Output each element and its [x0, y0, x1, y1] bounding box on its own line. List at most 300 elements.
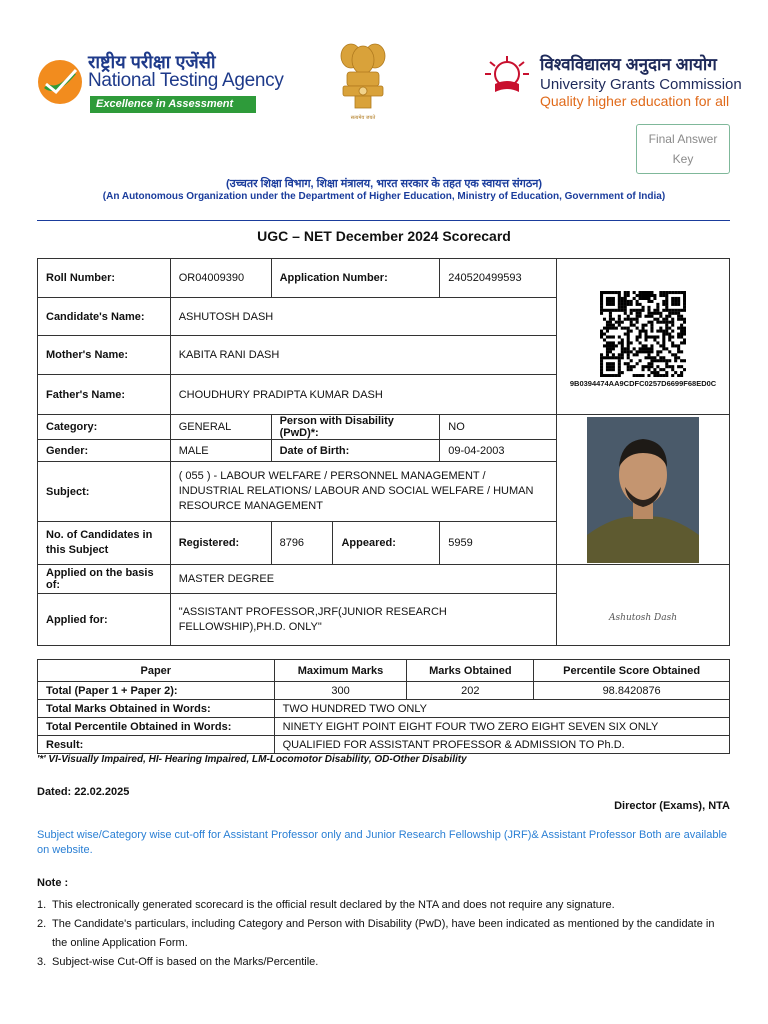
- qr-module: [659, 321, 662, 324]
- qr-module: [645, 338, 648, 341]
- qr-module: [668, 291, 671, 294]
- qr-module: [603, 309, 606, 312]
- qr-module: [656, 312, 659, 315]
- qr-module: [621, 338, 624, 341]
- qr-module: [627, 291, 630, 294]
- qr-module: [612, 365, 615, 368]
- qr-module: [656, 374, 659, 377]
- qr-module: [609, 300, 612, 303]
- org-english-subtitle: (An Autonomous Organization under the Department of Higher Education, Ministry of Education, Government of India): [102, 191, 666, 202]
- cutoff-info-link[interactable]: Subject wise/Category wise cut-off for Assistant Professor only and Junior Research Fellowship (JRF)& Assistant Professor Both are available on website.: [37, 829, 728, 856]
- pwd-legend-note: '*' VI-Visually Impaired, HI- Hearing Impaired, LM-Locomotor Disability, OD-Other Disability: [37, 754, 467, 765]
- qr-module: [639, 374, 642, 377]
- qr-module: [683, 327, 686, 330]
- page-title: UGC – NET December 2024 Scorecard: [257, 228, 511, 244]
- qr-module: [647, 350, 650, 353]
- father-name-value: CHOUDHURY PRADIPTA KUMAR DASH: [170, 375, 556, 415]
- qr-module: [612, 324, 615, 327]
- qr-module: [668, 321, 671, 324]
- qr-module: [618, 318, 621, 321]
- qr-module: [680, 309, 683, 312]
- qr-module: [656, 350, 659, 353]
- qr-module: [621, 321, 624, 324]
- qr-module: [662, 291, 665, 294]
- gender-value: MALE: [170, 440, 271, 462]
- qr-module: [677, 315, 680, 318]
- qr-module: [609, 344, 612, 347]
- qr-module: [636, 315, 639, 318]
- qr-module: [662, 368, 665, 371]
- qr-module: [636, 321, 639, 324]
- candidate-photo: [587, 417, 699, 563]
- qr-module: [606, 321, 609, 324]
- qr-module: [671, 312, 674, 315]
- qr-module: [668, 335, 671, 338]
- qr-module: [603, 356, 606, 359]
- qr-module: [624, 333, 627, 336]
- qr-module: [636, 362, 639, 365]
- qr-module: [606, 347, 609, 350]
- qr-module: [671, 291, 674, 294]
- qr-module: [647, 365, 650, 368]
- qr-module: [627, 365, 630, 368]
- qr-module: [677, 318, 680, 321]
- qr-module: [642, 309, 645, 312]
- qr-module: [665, 371, 668, 374]
- qr-module: [680, 371, 683, 374]
- qr-module: [653, 368, 656, 371]
- qr-module: [674, 359, 677, 362]
- qr-module: [612, 347, 615, 350]
- qr-module: [600, 312, 603, 315]
- qr-module: [671, 324, 674, 327]
- qr-module: [656, 341, 659, 344]
- category-value: GENERAL: [170, 415, 271, 440]
- qr-module: [618, 306, 621, 309]
- qr-module: [609, 315, 612, 318]
- qr-module: [662, 347, 665, 350]
- qr-module: [603, 291, 606, 294]
- qr-module: [609, 327, 612, 330]
- qr-module: [609, 350, 612, 353]
- qr-module: [642, 350, 645, 353]
- qr-module: [647, 353, 650, 356]
- qr-module: [683, 321, 686, 324]
- qr-module: [633, 347, 636, 350]
- qr-module: [633, 324, 636, 327]
- qr-module: [618, 309, 621, 312]
- qr-module: [615, 374, 618, 377]
- qr-cell: [557, 259, 730, 415]
- qr-module: [615, 291, 618, 294]
- nta-name: National Testing Agency: [88, 70, 284, 91]
- qr-module: [615, 309, 618, 312]
- qr-module: [618, 324, 621, 327]
- qr-module: [650, 347, 653, 350]
- qr-module: [606, 330, 609, 333]
- qr-module: [639, 333, 642, 336]
- qr-module: [627, 327, 630, 330]
- qr-module: [680, 291, 683, 294]
- qr-module: [624, 318, 627, 321]
- qr-module: [668, 309, 671, 312]
- qr-module: [677, 356, 680, 359]
- qr-module: [656, 365, 659, 368]
- qr-module: [624, 312, 627, 315]
- appeared-label: Appeared:: [333, 522, 440, 565]
- dob-value: 09-04-2003: [440, 440, 557, 462]
- qr-module: [683, 306, 686, 309]
- qr-module: [650, 371, 653, 374]
- qr-module: [627, 356, 630, 359]
- qr-module: [645, 356, 648, 359]
- qr-module: [674, 300, 677, 303]
- qr-module: [609, 309, 612, 312]
- qr-module: [662, 333, 665, 336]
- qr-module: [680, 327, 683, 330]
- qr-module: [671, 374, 674, 377]
- qr-module: [600, 294, 603, 297]
- qr-module: [677, 333, 680, 336]
- qr-module: [624, 350, 627, 353]
- qr-module: [656, 359, 659, 362]
- qr-module: [609, 362, 612, 365]
- qr-module: [606, 368, 609, 371]
- qr-module: [659, 294, 662, 297]
- table-row: [38, 660, 730, 682]
- percentile-words-value: NINETY EIGHT POINT EIGHT FOUR TWO ZERO EIGHT SEVEN SIX ONLY: [274, 718, 729, 736]
- registered-label: Registered:: [170, 522, 271, 565]
- qr-module: [683, 318, 686, 321]
- qr-module: [609, 365, 612, 368]
- qr-module: [677, 297, 680, 300]
- qr-module: [647, 309, 650, 312]
- qr-module: [662, 294, 665, 297]
- qr-module: [656, 309, 659, 312]
- qr-module: [639, 309, 642, 312]
- qr-module: [662, 318, 665, 321]
- header-divider: [37, 220, 730, 221]
- qr-module: [639, 303, 642, 306]
- qr-module: [656, 321, 659, 324]
- appeared-value: 5959: [440, 522, 557, 565]
- candidates-count-label: No. of Candidates in this Subject: [38, 522, 171, 565]
- qr-module: [671, 365, 674, 368]
- qr-module: [671, 318, 674, 321]
- qr-module: [600, 359, 603, 362]
- final-answer-key-button[interactable]: Final Answer Key: [636, 124, 730, 174]
- qr-module: [659, 327, 662, 330]
- qr-module: [600, 356, 603, 359]
- qr-module: [659, 315, 662, 318]
- qr-module: [639, 359, 642, 362]
- qr-module: [618, 294, 621, 297]
- qr-module: [615, 344, 618, 347]
- qr-module: [662, 309, 665, 312]
- qr-module: [624, 291, 627, 294]
- roll-number-value: OR04009390: [170, 259, 271, 298]
- qr-module: [642, 374, 645, 377]
- qr-module: [665, 309, 668, 312]
- qr-module: [609, 368, 612, 371]
- qr-module: [674, 297, 677, 300]
- qr-module: [671, 368, 674, 371]
- qr-module: [674, 303, 677, 306]
- emblem-motto: सत्यमेव जयते: [350, 115, 376, 121]
- qr-module: [653, 374, 656, 377]
- qr-module: [609, 341, 612, 344]
- qr-module: [633, 353, 636, 356]
- qr-module: [671, 300, 674, 303]
- qr-module: [609, 291, 612, 294]
- qr-module: [627, 350, 630, 353]
- qr-module: [659, 330, 662, 333]
- org-hindi-subtitle: (उच्चतर शिक्षा विभाग, शिक्षा मंत्रालय, भारत सरकार के तहत एक स्वायत्त संगठन): [226, 178, 542, 190]
- qr-module: [606, 303, 609, 306]
- pwd-value: NO: [440, 415, 557, 440]
- qr-module: [645, 315, 648, 318]
- qr-module: [618, 291, 621, 294]
- qr-module: [671, 330, 674, 333]
- qr-module: [650, 330, 653, 333]
- qr-module: [600, 291, 603, 294]
- qr-module: [618, 341, 621, 344]
- qr-module: [683, 300, 686, 303]
- qr-module: [665, 374, 668, 377]
- qr-module: [627, 315, 630, 318]
- qr-module: [642, 330, 645, 333]
- pwd-label: Person with Disability (PwD)*:: [271, 415, 440, 440]
- qr-module: [642, 291, 645, 294]
- qr-module: [621, 341, 624, 344]
- qr-module: [606, 353, 609, 356]
- qr-module: [606, 309, 609, 312]
- qr-module: [642, 365, 645, 368]
- qr-module: [653, 371, 656, 374]
- qr-module: [609, 356, 612, 359]
- qr-module: [645, 350, 648, 353]
- qr-module: [621, 350, 624, 353]
- qr-module: [680, 350, 683, 353]
- qr-module: [609, 324, 612, 327]
- basis-value: MASTER DEGREE: [170, 565, 556, 594]
- qr-module: [680, 315, 683, 318]
- qr-module: [615, 327, 618, 330]
- qr-module: [656, 353, 659, 356]
- qr-module: [650, 321, 653, 324]
- ugc-tagline: Quality higher education for all: [540, 93, 730, 109]
- qr-module: [630, 324, 633, 327]
- qr-code-text: 9B0394474AA9CDFC0257D6699F68ED0C: [569, 379, 717, 388]
- qr-module: [624, 294, 627, 297]
- qr-module: [600, 303, 603, 306]
- qr-module: [680, 333, 683, 336]
- qr-module: [674, 356, 677, 359]
- qr-module: [671, 353, 674, 356]
- qr-module: [630, 359, 633, 362]
- qr-module: [680, 330, 683, 333]
- qr-module: [606, 350, 609, 353]
- qr-module: [612, 341, 615, 344]
- qr-module: [683, 368, 686, 371]
- qr-module: [609, 335, 612, 338]
- ugc-name: University Grants Commission: [540, 76, 742, 93]
- qr-module: [627, 335, 630, 338]
- qr-module: [683, 294, 686, 297]
- qr-module: [665, 321, 668, 324]
- qr-module: [653, 318, 656, 321]
- qr-module: [630, 300, 633, 303]
- qr-module: [665, 300, 668, 303]
- qr-module: [645, 347, 648, 350]
- qr-module: [653, 338, 656, 341]
- qr-module: [630, 350, 633, 353]
- qr-module: [630, 330, 633, 333]
- qr-module: [662, 330, 665, 333]
- qr-module: [671, 335, 674, 338]
- qr-module: [627, 341, 630, 344]
- qr-module: [642, 306, 645, 309]
- qr-module: [621, 297, 624, 300]
- qr-module: [609, 312, 612, 315]
- qr-module: [627, 353, 630, 356]
- qr-module: [630, 312, 633, 315]
- qr-module: [642, 327, 645, 330]
- candidate-name-value: ASHUTOSH DASH: [170, 298, 556, 336]
- qr-module: [618, 368, 621, 371]
- qr-module: [618, 362, 621, 365]
- qr-module: [606, 374, 609, 377]
- qr-module: [600, 374, 603, 377]
- qr-module: [665, 303, 668, 306]
- qr-module: [645, 330, 648, 333]
- qr-module: [647, 294, 650, 297]
- qr-module: [600, 353, 603, 356]
- qr-module: [609, 297, 612, 300]
- marks-words-value: TWO HUNDRED TWO ONLY: [274, 700, 729, 718]
- qr-module: [650, 327, 653, 330]
- dob-label: Date of Birth:: [271, 440, 440, 462]
- qr-module: [683, 303, 686, 306]
- qr-module: [612, 303, 615, 306]
- qr-module: [647, 315, 650, 318]
- roll-number-label: Roll Number:: [38, 259, 171, 298]
- qr-module: [636, 327, 639, 330]
- qr-module: [668, 365, 671, 368]
- qr-module: [662, 303, 665, 306]
- qr-module: [650, 362, 653, 365]
- qr-module: [668, 327, 671, 330]
- qr-module: [621, 300, 624, 303]
- qr-module: [653, 356, 656, 359]
- qr-module: [662, 321, 665, 324]
- director-signature-label: Director (Exams), NTA: [614, 800, 730, 812]
- qr-module: [627, 303, 630, 306]
- qr-module: [627, 338, 630, 341]
- qr-module: [639, 294, 642, 297]
- qr-module: [683, 341, 686, 344]
- qr-module: [650, 335, 653, 338]
- qr-module: [656, 318, 659, 321]
- qr-module: [680, 359, 683, 362]
- qr-module: [633, 365, 636, 368]
- qr-module: [618, 356, 621, 359]
- qr-module: [606, 362, 609, 365]
- qr-module: [630, 303, 633, 306]
- qr-module: [603, 327, 606, 330]
- qr-module: [606, 291, 609, 294]
- qr-module: [606, 327, 609, 330]
- qr-module: [668, 315, 671, 318]
- qr-module: [606, 324, 609, 327]
- note-text: Subject-wise Cut-Off is based on the Marks/Percentile.: [52, 956, 319, 968]
- qr-module: [671, 303, 674, 306]
- qr-module: [647, 368, 650, 371]
- qr-module: [683, 333, 686, 336]
- percentile-value: 98.8420876: [534, 682, 730, 700]
- qr-module: [621, 309, 624, 312]
- qr-module: [680, 335, 683, 338]
- category-label: Category:: [38, 415, 171, 440]
- candidate-signature: Ashutosh Dash: [609, 613, 678, 623]
- ugc-hindi-name: विश्वविद्यालय अनुदान आयोग: [540, 55, 717, 74]
- subject-label: Subject:: [38, 462, 171, 522]
- qr-module: [624, 309, 627, 312]
- qr-module: [665, 318, 668, 321]
- qr-module: [653, 294, 656, 297]
- qr-module: [677, 335, 680, 338]
- qr-module: [630, 341, 633, 344]
- qr-module: [671, 341, 674, 344]
- qr-module: [647, 335, 650, 338]
- qr-module: [639, 312, 642, 315]
- qr-module: [665, 359, 668, 362]
- qr-module: [600, 335, 603, 338]
- nta-logo-icon: [36, 58, 84, 106]
- qr-module: [650, 365, 653, 368]
- qr-module: [612, 368, 615, 371]
- qr-module: [600, 362, 603, 365]
- qr-module: [600, 368, 603, 371]
- qr-module: [618, 353, 621, 356]
- qr-module: [639, 341, 642, 344]
- qr-module: [627, 362, 630, 365]
- applied-for-value: "ASSISTANT PROFESSOR,JRF(JUNIOR RESEARCH FELLOWSHIP),PH.D. ONLY": [170, 594, 556, 646]
- qr-module: [645, 297, 648, 300]
- qr-module: [665, 306, 668, 309]
- qr-module: [612, 353, 615, 356]
- note-text: The Candidate's particulars, including Category and Person with Disability (PwD), have been indicated as mentioned by the candidate in the online Application Form.: [52, 918, 715, 949]
- qr-module: [615, 356, 618, 359]
- qr-module: [636, 300, 639, 303]
- qr-module: [671, 297, 674, 300]
- table-row: [38, 700, 730, 718]
- qr-module: [665, 324, 668, 327]
- qr-module: [621, 353, 624, 356]
- qr-module: [612, 344, 615, 347]
- qr-module: [647, 291, 650, 294]
- qr-module: [683, 359, 686, 362]
- qr-module: [665, 330, 668, 333]
- qr-module: [606, 365, 609, 368]
- header-maximum-marks: Maximum Marks: [274, 660, 407, 682]
- qr-module: [680, 324, 683, 327]
- qr-module: [612, 297, 615, 300]
- qr-module: [671, 321, 674, 324]
- qr-module: [606, 300, 609, 303]
- qr-module: [621, 327, 624, 330]
- qr-module: [650, 344, 653, 347]
